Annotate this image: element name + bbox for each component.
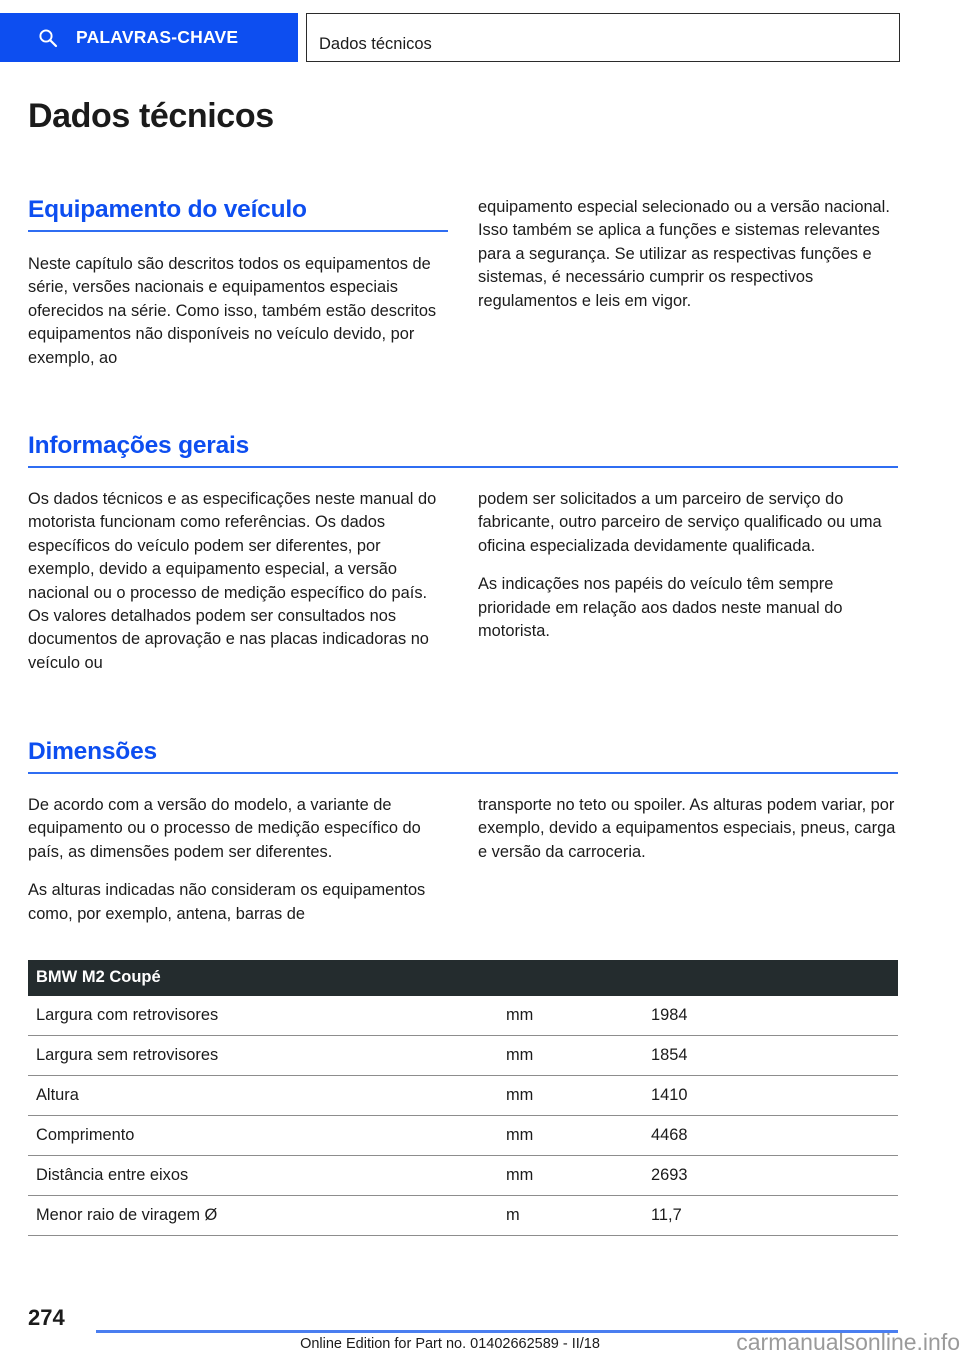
paragraph: As alturas indicadas não consideram os equipamentos como, por exemplo, antena, barras de xyxy=(28,881,426,923)
row-value: 4468 xyxy=(643,1116,898,1156)
heading-rule xyxy=(28,772,898,774)
page-number: 274 xyxy=(28,1305,65,1330)
table-row xyxy=(28,1116,898,1156)
paragraph: transporte no teto ou spoiler. As alturas podem variar, por exemplo, devido a equipamentos especiais, pneus, carga e versão da carroceria. xyxy=(478,796,896,861)
row-unit: mm xyxy=(498,996,643,1036)
section-column-left xyxy=(28,196,448,370)
edition-note: Online Edition for Part no. 01402662589 - II/18 xyxy=(300,1336,600,1352)
row-unit: m xyxy=(498,1196,643,1236)
search-icon xyxy=(38,28,58,48)
row-label: Largura sem retrovisores xyxy=(28,1036,498,1076)
watermark: carmanualsonline.info xyxy=(736,1329,960,1355)
table-row xyxy=(28,996,898,1036)
keywords-label: PALAVRAS-CHAVE xyxy=(76,27,239,47)
section-equipamento-do-veiculo xyxy=(28,196,898,396)
section-heading: Informações gerais xyxy=(28,432,250,459)
breadcrumb-label: Dados técnicos xyxy=(319,35,432,53)
section-column-left xyxy=(28,794,448,926)
page-title: Dados técnicos xyxy=(28,97,274,135)
section-informacoes-gerais xyxy=(28,432,898,718)
dimensions-table xyxy=(28,960,898,1236)
section-column-right xyxy=(478,196,898,313)
paragraph: podem ser solicitados a um parceiro de serviço do fabricante, outro parceiro de serviço qualificado ou uma oficina especializada devidamente qualificada. xyxy=(478,490,882,555)
section-column-right xyxy=(478,488,898,643)
keywords-button[interactable] xyxy=(0,13,298,62)
table-body xyxy=(28,996,898,1236)
row-value: 1984 xyxy=(643,996,898,1036)
table-title: BMW M2 Coupé xyxy=(28,960,898,996)
paragraph: As indicações nos papéis do veículo têm sempre prioridade em relação aos dados neste manual do motorista. xyxy=(478,575,843,641)
section-dimensoes xyxy=(28,738,898,964)
row-label: Distância entre eixos xyxy=(28,1156,498,1196)
paragraph: Os dados técnicos e as especificações neste manual do motorista funcionam como referências. Os dados específicos do veículo podem ser diferentes, por exemplo, devido a equipamento especial, a versão nacional ou o processo de medição específico do país. Os valores detalhados podem ser consultados nos documentos de aprovação e nas placas indicadoras no veículo ou xyxy=(28,490,437,672)
table-row xyxy=(28,1156,898,1196)
section-column-left xyxy=(28,488,448,675)
row-label: Comprimento xyxy=(28,1116,498,1156)
row-unit: mm xyxy=(498,1156,643,1196)
section-column-right xyxy=(478,794,898,864)
row-value: 11,7 xyxy=(643,1196,898,1236)
breadcrumb[interactable] xyxy=(306,13,900,62)
section-heading: Equipamento do veículo xyxy=(28,196,307,223)
row-label: Altura xyxy=(28,1076,498,1116)
row-unit: mm xyxy=(498,1076,643,1116)
table-row xyxy=(28,1076,898,1116)
heading-rule xyxy=(28,230,448,232)
row-label: Largura com retrovisores xyxy=(28,996,498,1036)
table-row xyxy=(28,1036,898,1076)
row-unit: mm xyxy=(498,1036,643,1076)
row-value: 1410 xyxy=(643,1076,898,1116)
top-navigation-bar xyxy=(0,13,900,62)
heading-rule xyxy=(28,466,898,468)
paragraph: De acordo com a versão do modelo, a variante de equipamento ou o processo de medição específico do país, as dimensões podem ser diferentes. xyxy=(28,796,421,861)
paragraph: Neste capítulo são descritos todos os equipamentos de série, versões nacionais e equipamentos especiais oferecidos na série. Como isso, também estão descritos equipamentos não disponíveis no veículo devido, por exemplo, ao xyxy=(28,255,437,367)
table-row xyxy=(28,1196,898,1236)
row-value: 2693 xyxy=(643,1156,898,1196)
row-unit: mm xyxy=(498,1116,643,1156)
row-value: 1854 xyxy=(643,1036,898,1076)
row-label: Menor raio de viragem Ø xyxy=(28,1196,498,1236)
paragraph: equipamento especial selecionado ou a versão nacional. Isso também se aplica a funções e sistemas relevantes para a segurança. Se utilizar as respectivas funções e sistemas, é necessário cumprir os respectivos regulamentos e leis em vigor. xyxy=(478,198,890,310)
section-heading: Dimensões xyxy=(28,738,157,765)
table-header-row xyxy=(28,960,898,996)
